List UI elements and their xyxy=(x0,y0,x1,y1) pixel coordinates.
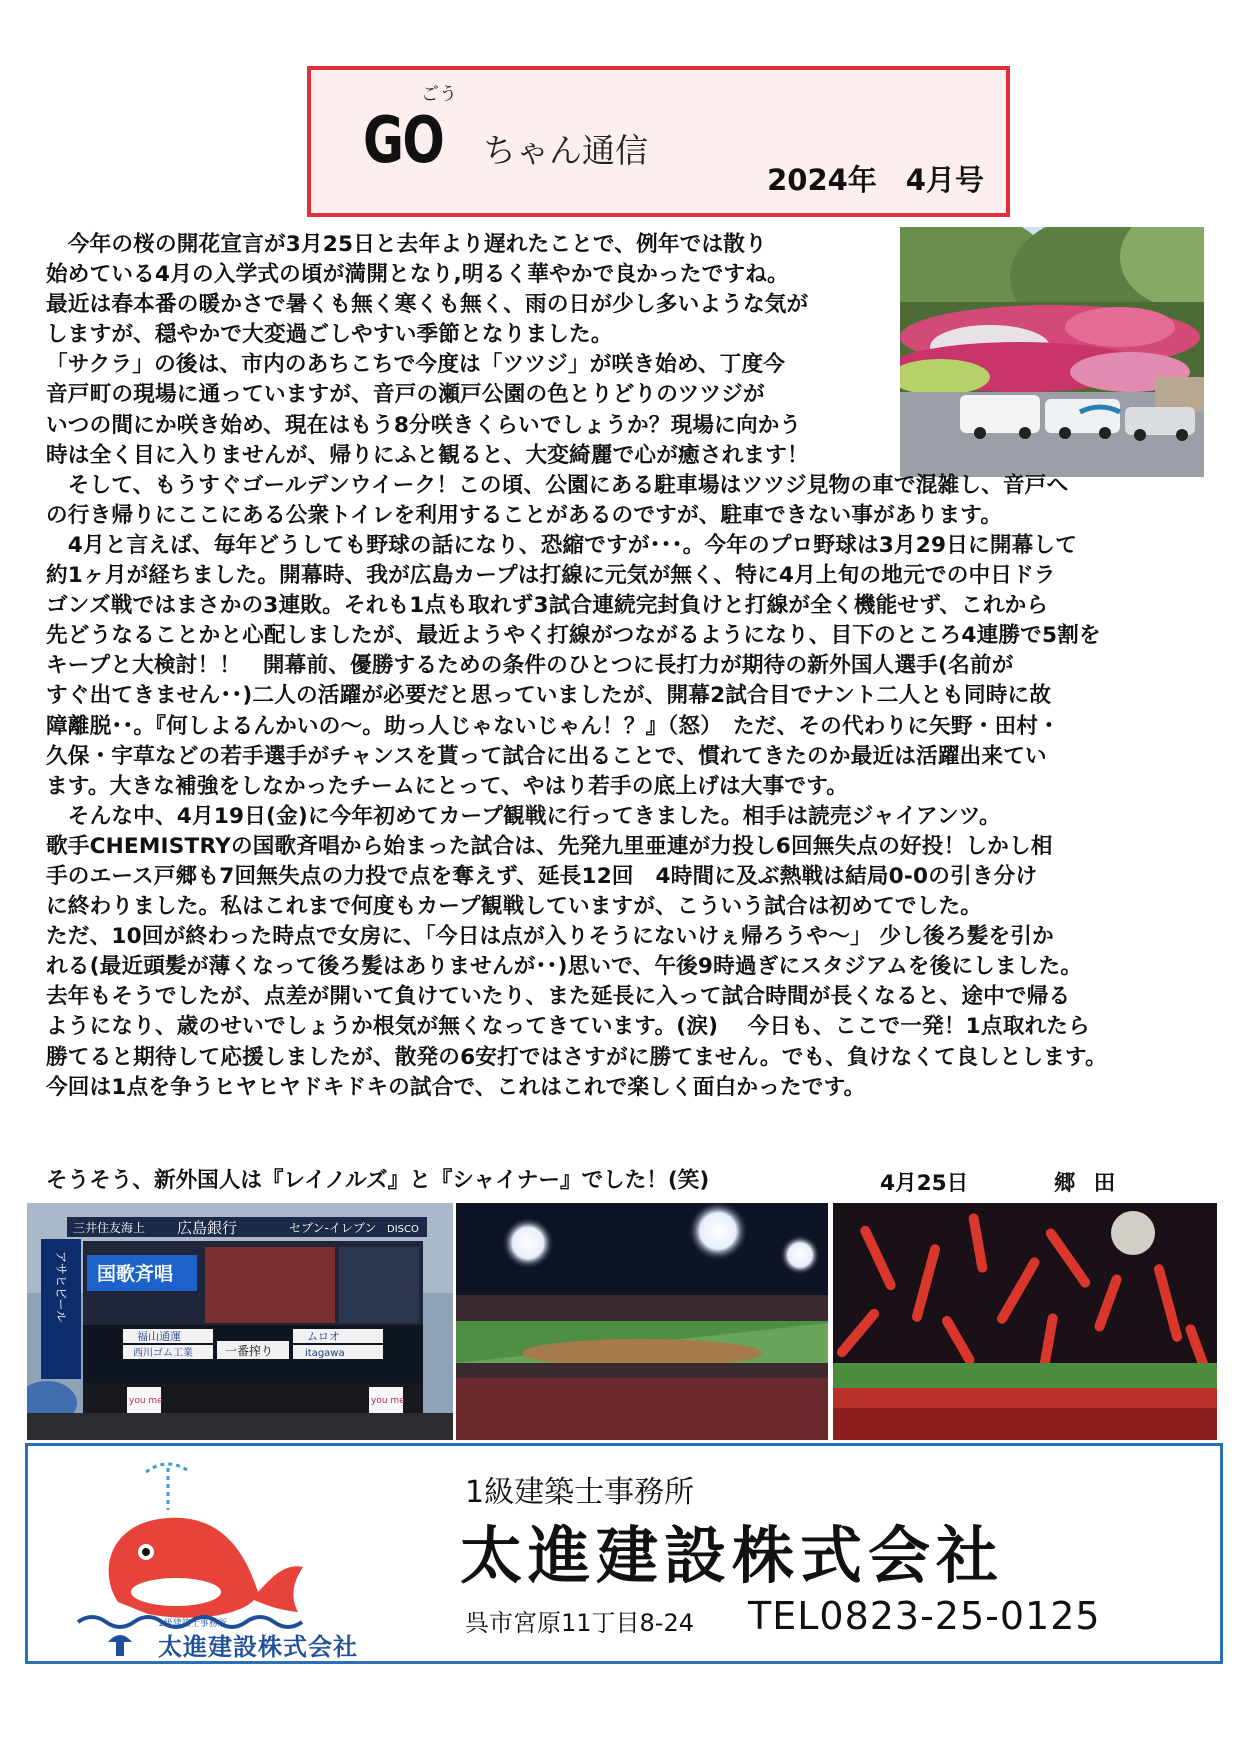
ad-ichiban: 一番搾り xyxy=(225,1344,274,1358)
title-go: GO xyxy=(363,104,444,178)
company-logo xyxy=(58,1452,358,1660)
issue-date: 2024年 4月号 xyxy=(767,163,984,197)
closing-line: そうそう、新外国人は『レイノルズ』と『シャイナー』でした！(笑) xyxy=(46,1168,710,1193)
logo-license-small: 1級建築士事務所 xyxy=(158,1619,227,1629)
footer-license: 1級建築士事務所 xyxy=(465,1475,695,1510)
article-body xyxy=(46,230,1198,1103)
logo-company-name: 太進建設株式会社 xyxy=(158,1633,358,1661)
ad-disco: DISCO xyxy=(387,1224,419,1235)
paragraph-tsutsuji: 「サクラ」の後は、市内のあちこちで今度は「ツツジ」が咲き始め、丁度今 音戸町の現場に通っていますが、音戸の瀬戸公園の色とりどりのツツジが いつの間にか咲き始め、現在はもう8分咲きくらいでしょうか？現場に向かう 時は全く目に入りませんが、帰りにふと観ると、大変綺麗で心が癒されます！ xyxy=(46,352,809,468)
title-name: ちゃん通信 xyxy=(483,131,648,170)
ad-mitsui: 三井住友海上 xyxy=(73,1221,146,1235)
signature-date: 4月25日 xyxy=(880,1171,969,1196)
ad-itagawa: itagawa xyxy=(305,1348,345,1359)
title-ruby: ごう xyxy=(421,84,457,105)
ad-youme-right: you me xyxy=(371,1396,405,1406)
ad-bank: 広島銀行 xyxy=(177,1219,238,1237)
footer-phone[interactable]: TEL0823-25-0125 xyxy=(748,1594,1101,1638)
ad-muroo: ムロオ xyxy=(307,1330,340,1343)
stadium-scoreboard-photo xyxy=(27,1203,453,1440)
ad-seven: セブン-イレブン xyxy=(289,1221,377,1235)
ad-youme-left: you me xyxy=(129,1396,163,1406)
ad-asahi: アサヒビール xyxy=(54,1251,68,1323)
newsletter-title-box xyxy=(307,66,1010,217)
company-footer xyxy=(25,1443,1223,1664)
ad-fukuyama: 福山通運 xyxy=(137,1330,181,1343)
night-game-field-photo xyxy=(456,1203,828,1440)
paragraph-baseball: 4月と言えば、毎年どうしても野球の話になり、恐縮ですが･･･。今年のプロ野球は3月29日に開幕して 約1ヶ月が経ちました。開幕時、我が広島カープは打線に元気が無く、特に4月上旬の地元での中日ドラ ゴンズ戦ではまさかの3連敗。それも1点も取れず3試合連続完封負けと打線が全く機能せず、これから 先どうなることかと心配しましたが、最近ようやく打線がつながるようになり、目下のところ4連勝で5割を キープと大検討！！ 開幕前、優勝するための条件のひとつに長打力が期待の新外国人選手(名前が すぐ出てきません･･)二人の活躍が必要だと思っていましたが、開幕2試合目でナント二人とも同時に故 障離脱･･。『何しよるんかいの～。助っ人じゃないじゃん！？』（怒） ただ、その代わりに矢野・田村・ 久保・宇草などの若手選手がチャンスを貰って試合に出ることで、慣れてきたのか最近は活躍出来てい ます。大きな補強をしなかったチームにとって、やはり若手の底上げは大事です。 xyxy=(46,532,1101,799)
footer-company-name: 太進建設株式会社 xyxy=(460,1519,1005,1592)
ad-nishikawa: 西川ゴム工業 xyxy=(133,1348,193,1359)
balloon-release-photo xyxy=(833,1203,1217,1440)
paragraph-sakura: 今年の桜の開花宣言が3月25日と去年より遅れたことで、例年では散り 始めている4月の入学式の頃が満開となり,明るく華やかで良かったですね。 最近は春本番の暖かさで暑くも無く寒くも無く、雨の日が少し多いような気が しますが、穏やかで大変過ごしやすい季節となりました。 xyxy=(46,232,809,348)
paragraph-golden-week: そして、もうすぐゴールデンウイーク！この頃、公園にある駐車場はツツジ見物の車で混雑し、音戸へ の行き帰りにここにある公衆トイレを利用することがあるのですが、駐車できない事があります。 xyxy=(46,472,1069,528)
footer-address: 呉市宮原11丁目8-24 xyxy=(465,1609,695,1637)
paragraph-game-report: そんな中、4月19日(金)に今年初めてカープ観戦に行ってきました。相手は読売ジャイアンツ。 歌手CHEMISTRYの国歌斉唱から始まった試合は、先発九里亜連が力投し6回無失点の好投！しかし相 手のエース戸郷も7回無失点の力投で点を奪えず、延長12回 4時間に及ぶ熱戦は結局0-0の引き分け に終わりました。私はこれまで何度もカープ観戦していますが、こういう試合は初めてでした。 ただ、10回が終わった時点で女房に、「今日は点が入りそうにないけぇ帰ろうや～」 少し後ろ髪を引か れる(最近頭髪が薄くなって後ろ髪はありませんが･･)思いで、午後9時過ぎにスタジアムを後にしました。 去年もそうでしたが、点差が開いて負けていたり、また延長に入って試合時間が長くなると、途中で帰る ようになり、歳のせいでしょうか根気が無くなってきています。(涙) 今日も、ここで一発！1点取れたら 勝てると期待して応援しましたが、散発の6安打ではさすがに勝てません。でも、負けなくて良しとします。 今回は1点を争うヒヤヒヤドキドキの試合で、これはこれで楽しく面白かったです。 xyxy=(46,803,1107,1100)
screen-national-anthem: 国歌斉唱 xyxy=(97,1263,174,1285)
company-mark-icon xyxy=(108,1635,132,1656)
whale-icon xyxy=(78,1464,303,1627)
signature-author: 郷田 xyxy=(1054,1171,1134,1196)
